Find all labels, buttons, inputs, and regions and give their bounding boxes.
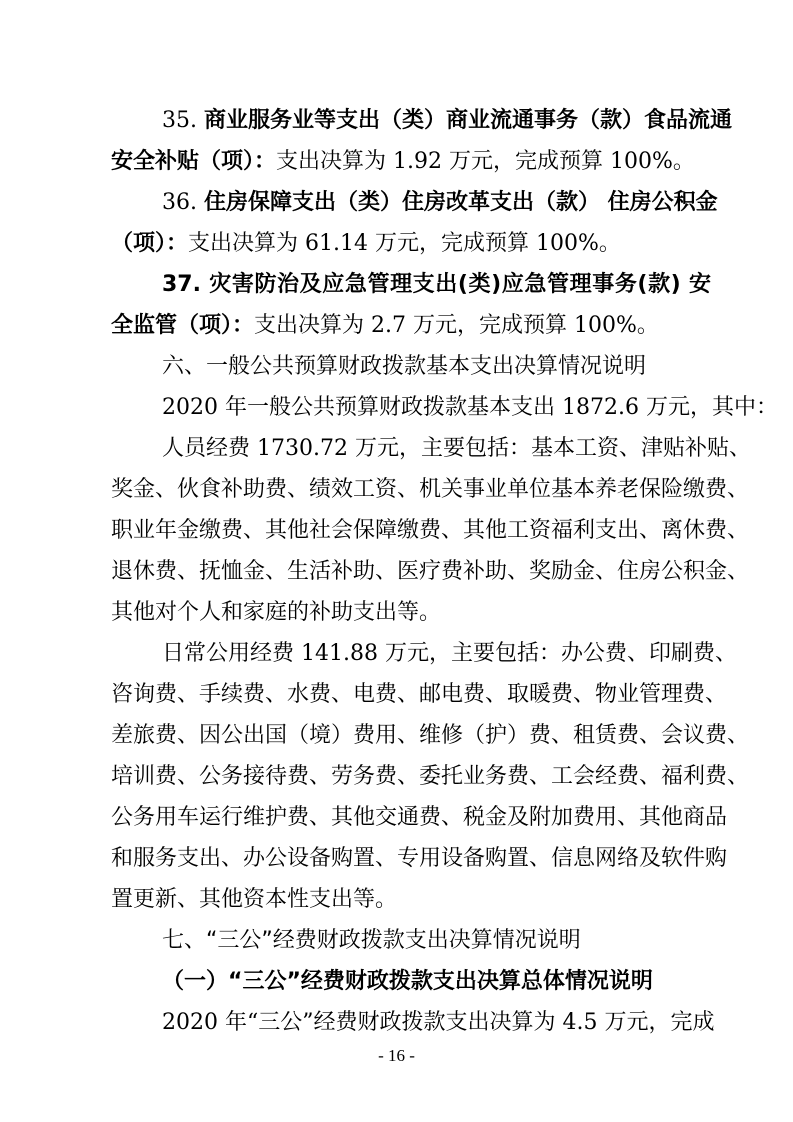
- item-text: 支出决算为 2.7 万元，完成预算 100%。: [254, 313, 659, 338]
- section-7-text: 2020 年“三公”经费财政拨款支出决算为 4.5 万元，完成: [162, 1010, 715, 1035]
- public-line-5: 公务用车运行维护费、其他交通费、税金及附加费用、其他商品: [111, 805, 728, 830]
- item-heading-cont: 安全补贴（项）：: [111, 149, 277, 174]
- item-37-line-2: [111, 311, 711, 341]
- item-heading-cont: （项）：: [111, 231, 189, 256]
- public-line-4: 培训费、公务接待费、劳务费、委托业务费、工会经费、福利费、: [111, 764, 750, 789]
- item-35-line-2: [111, 147, 711, 177]
- public-line-6: 和服务支出、办公设备购置、专用设备购置、信息网络及软件购: [111, 846, 728, 871]
- personnel-line-5: 其他对个人和家庭的补助支出等。: [111, 600, 442, 625]
- item-number: 35.: [162, 108, 204, 133]
- personnel-line-3: 职业年金缴费、其他社会保障缴费、其他工资福利支出、离休费、: [111, 518, 750, 543]
- section-7-subheading: （一）“三公”经费财政拨款支出决算总体情况说明: [162, 969, 653, 994]
- section-6-intro: 2020 年一般公共预算财政拨款基本支出 1872.6 万元，其中：: [162, 395, 778, 420]
- section-7-heading: 七、“三公”经费财政拨款支出决算情况说明: [162, 928, 581, 953]
- personnel-line-2: 奖金、伙食补助费、绩效工资、机关事业单位基本养老保险缴费、: [111, 477, 750, 502]
- public-line-7: 置更新、其他资本性支出等。: [111, 887, 398, 912]
- item-heading: 住房保障支出（类）住房改革支出（款） 住房公积金: [203, 190, 718, 215]
- item-text: 支出决算为 1.92 万元，完成预算 100%。: [276, 149, 695, 174]
- public-line-1: 日常公用经费 141.88 万元，主要包括：办公费、印刷费、: [162, 641, 737, 666]
- item-heading-cont: 全监管（项）：: [111, 313, 255, 338]
- public-line-3: 差旅费、因公出国（境）费用、维修（护）费、租赁费、会议费、: [111, 723, 750, 748]
- personnel-line-1: 人员经费 1730.72 万元，主要包括：基本工资、津贴补贴、: [162, 436, 751, 461]
- section-6-heading: 六、一般公共预算财政拨款基本支出决算情况说明: [162, 354, 647, 379]
- item-36-line-1: [162, 188, 718, 218]
- page-number: - 16 -: [378, 1046, 415, 1065]
- item-number: 36.: [162, 190, 204, 215]
- public-line-2: 咨询费、手续费、水费、电费、邮电费、取暖费、物业管理费、: [111, 682, 728, 707]
- item-36-line-2: [111, 229, 711, 259]
- item-text: 支出决算为 61.14 万元，完成预算 100%。: [188, 231, 621, 256]
- personnel-line-4: 退休费、抚恤金、生活补助、医疗费补助、奖励金、住房公积金、: [111, 559, 750, 584]
- item-heading: 商业服务业等支出（类）商业流通事务（款）食品流通: [203, 108, 732, 133]
- item-37-line-1: 37. 灾害防治及应急管理支出(类)应急管理事务(款) 安: [162, 272, 711, 297]
- item-35-line-1: [162, 106, 732, 136]
